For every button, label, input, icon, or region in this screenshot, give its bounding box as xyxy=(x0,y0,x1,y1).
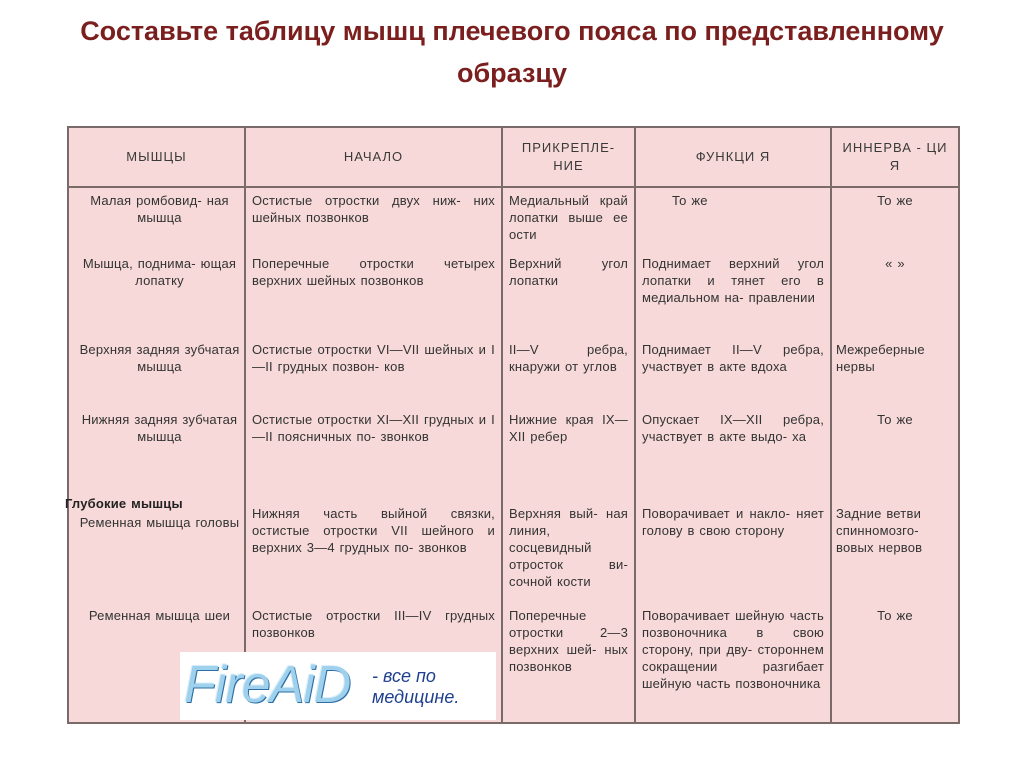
function-cell: Поднимает II—V ребра, участвует в акте вдоха xyxy=(635,337,831,407)
origin-cell: Поперечные отростки четырех верхних шейных позвонков xyxy=(245,251,502,337)
header-origin: НАЧАЛО xyxy=(245,127,502,187)
table-row xyxy=(68,337,959,407)
header-function: ФУНКЦИ Я xyxy=(635,127,831,187)
muscle-cell: Малая ромбовид- ная мышца xyxy=(68,187,245,251)
insertion-cell: Нижние края IX—XII ребер xyxy=(502,407,635,491)
muscle-cell: Ременная мышца шеи xyxy=(68,603,245,723)
origin-cell: Нижняя часть выйной связки, остистые отростки VII шейного и верхних 3—4 грудных по- звонков xyxy=(245,491,502,603)
function-cell: Поворачивает шейную часть позвоночника в свою сторону, при дву- стороннем сокращении разгибает шейную часть позвоночника xyxy=(635,603,831,723)
muscle-cell-group xyxy=(65,491,245,603)
origin-cell: Остистые отростки VI—VII шейных и I—II грудных позвон- ков xyxy=(245,337,502,407)
header-insertion: ПРИКРЕПЛЕ- НИЕ xyxy=(502,127,635,187)
muscle-cell: Мышца, поднима- ющая лопатку xyxy=(68,251,245,337)
origin-cell: Остистые отростки XI—XII грудных и I—II поясничных по- звонков xyxy=(245,407,502,491)
insertion-cell: Медиальный край лопатки выше ее ости xyxy=(502,187,635,251)
innervation-cell: То же xyxy=(877,608,913,623)
origin-cell: Остистые отростки двух ниж- них шейных позвонков xyxy=(245,187,502,251)
insertion-cell: Поперечные отростки 2—3 верхних шей- ных позвонков xyxy=(502,603,635,723)
insertion-cell: Верхний угол лопатки xyxy=(502,251,635,337)
insertion-cell: II—V ребра, кнаружи от углов xyxy=(502,337,635,407)
function-cell: Поднимает верхний угол лопатки и тянет его в медиальном на- правлении xyxy=(635,251,831,337)
innervation-cell: То же xyxy=(877,193,913,208)
function-cell: Поворачивает и накло- няет голову в свою сторону xyxy=(635,491,831,603)
table-row xyxy=(68,407,959,491)
muscle-cell: Верхняя задняя зубчатая мышца xyxy=(68,337,245,407)
insertion-cell: Верхняя вый- ная линия, сосцевидный отросток ви- сочной кости xyxy=(502,491,635,603)
table-header-row xyxy=(68,127,959,187)
table-row xyxy=(68,491,959,603)
table-row xyxy=(68,251,959,337)
muscle-table xyxy=(67,126,960,724)
muscle-cell: Нижняя задняя зубчатая мышца xyxy=(68,407,245,491)
slide-title: Составьте таблицу мышц плечевого пояса по представленному образцу xyxy=(80,16,944,88)
header-innervation: ИННЕРВА - ЦИ Я xyxy=(831,127,959,187)
logo-wordmark: FireAiD xyxy=(184,656,351,714)
innervation-cell: То же xyxy=(877,412,913,427)
table-row xyxy=(68,187,959,251)
fireaid-logo xyxy=(180,652,496,720)
innervation-cell: Межреберные нервы xyxy=(836,342,925,374)
header-muscles: МЫШЦЫ xyxy=(68,127,245,187)
muscle-name: Ременная мышца головы xyxy=(79,515,240,530)
function-cell: Опускает IX—XII ребра, участвует в акте выдо- ха xyxy=(635,407,831,491)
section-label-deep-muscles: Глубокие мышцы xyxy=(65,496,183,511)
innervation-cell: « » xyxy=(885,256,905,271)
function-cell: То же xyxy=(635,187,831,251)
origin-cell: Остистые отростки III—IV грудных позвонков xyxy=(245,603,502,723)
innervation-cell: Задние ветви спинномозго- вовых нервов xyxy=(836,506,923,555)
logo-tagline: - все по медицине. xyxy=(372,666,460,707)
